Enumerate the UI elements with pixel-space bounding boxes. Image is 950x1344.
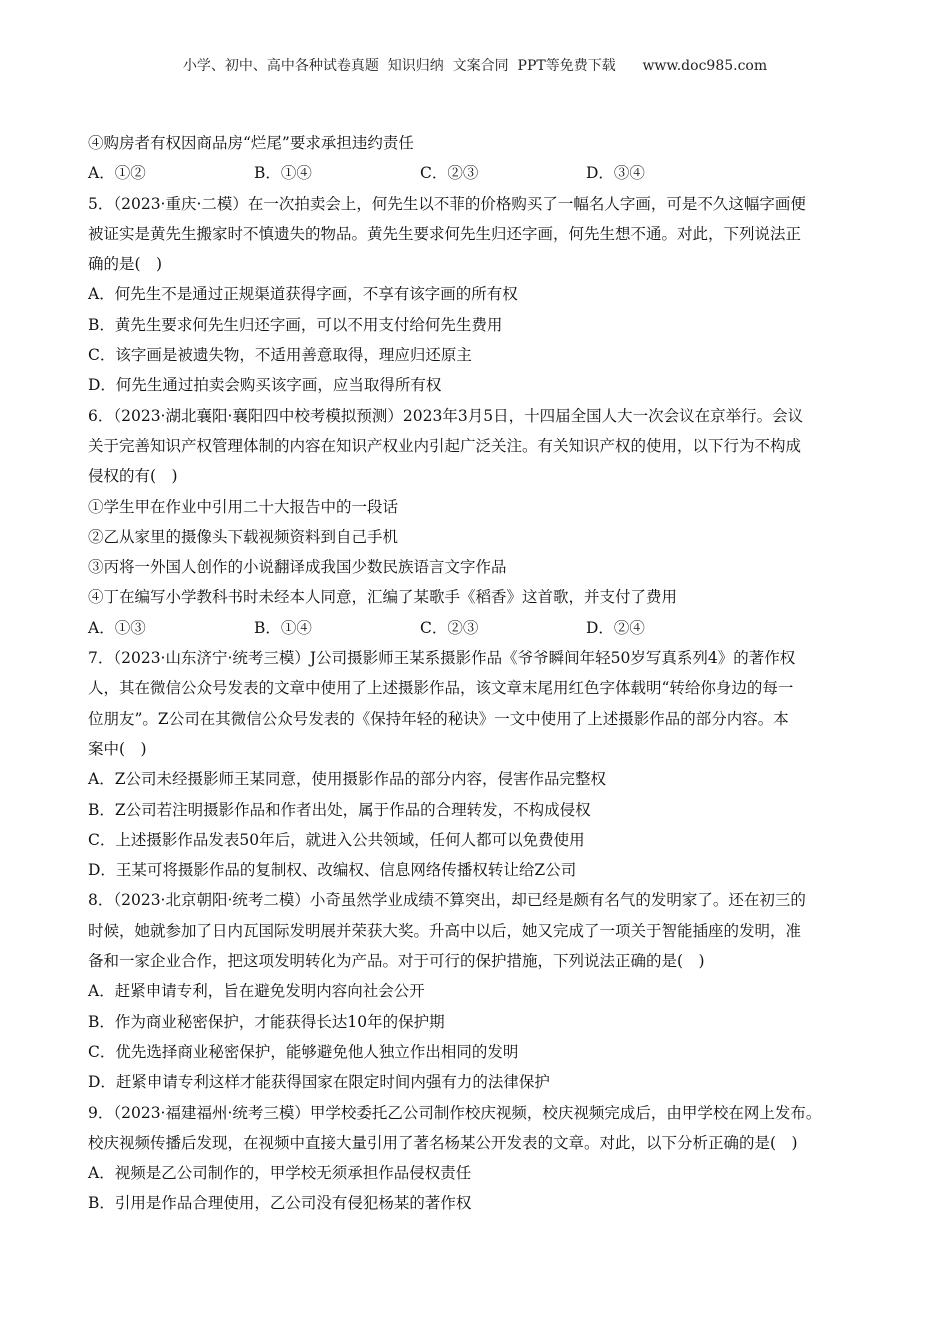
option-a: A．①③ xyxy=(88,618,146,637)
choice-d: D．王某可将摄影作品的复制权、改编权、信息网络传播权转让给Z公司 xyxy=(88,861,577,880)
option-row xyxy=(88,158,878,188)
question-stem-line: 关于完善知识产权管理体制的内容在知识产权业内引起广泛关注。有关知识产权的使用，以下行为不构成 xyxy=(88,436,802,455)
question-stem-line: 6．（2023·湖北襄阳·襄阳四中校考模拟预测）2023年3月5日，十四届全国人大一次会议在京举行。会议 xyxy=(88,406,804,425)
option-c: C．②③ xyxy=(420,164,479,183)
statement-item: ④丁在编写小学教科书时未经本人同意，汇编了某歌手《稻香》这首歌，并支付了费用 xyxy=(88,588,678,607)
question-6 xyxy=(88,401,878,643)
question-stem-line: 人，其在微信公众号发表的文章中使用了上述摄影作品，该文章末尾用红色字体载明“转给你身边的每一 xyxy=(88,679,794,698)
option-a: A．①② xyxy=(88,164,146,183)
choice-b: B．引用是作品合理使用，乙公司没有侵犯杨某的著作权 xyxy=(88,1194,472,1213)
question-stem-line: 案中( ) xyxy=(88,739,147,758)
option-d: D．②④ xyxy=(586,618,645,637)
statement-item: ②乙从家里的摄像头下载视频资料到自己手机 xyxy=(88,527,399,546)
question-stem-line: 7．（2023·山东济宁·统考三模）J公司摄影师王某系摄影作品《爷爷瞬间年轻50岁写真系列4》的著作权 xyxy=(88,649,796,668)
choice-a: A．赶紧申请专利，旨在避免发明内容向社会公开 xyxy=(88,982,425,1001)
option-row xyxy=(88,613,878,643)
option-b: B．①④ xyxy=(254,164,312,183)
choice-c: C．该字画是被遗失物，不适用善意取得，理应归还原主 xyxy=(88,346,472,365)
question-stem-line: 被证实是黄先生搬家时不慎遗失的物品。黄先生要求何先生归还字画，何先生想不通。对此，下列说法正 xyxy=(88,224,802,243)
choice-a: A．何先生不是通过正规渠道获得字画，不享有该字画的所有权 xyxy=(88,285,518,304)
question-stem-line: 9．（2023·福建福州·统考三模）甲学校委托乙公司制作校庆视频，校庆视频完成后，由甲学校在网上发布。 xyxy=(88,1103,822,1122)
question-stem-line: 备和一家企业合作，把这项发明转化为产品。对于可行的保护措施，下列说法正确的是( ) xyxy=(88,952,705,971)
choice-a: A．视频是乙公司制作的，甲学校无须承担作品侵权责任 xyxy=(88,1164,472,1183)
choice-d: D．赶紧申请专利这样才能获得国家在限定时间内强有力的法律保护 xyxy=(88,1073,550,1092)
page-header: 小学、初中、高中各种试卷真题 知识归纳 文案合同 PPT等免费下载 www.doc985.com xyxy=(182,58,768,74)
question-stem-line: 校庆视频传播后发现，在视频中直接大量引用了著名杨某公开发表的文章。对此，以下分析正确的是( ) xyxy=(88,1133,798,1152)
option-d: D．③④ xyxy=(586,164,645,183)
question-stem-line: 5．（2023·重庆·二模）在一次拍卖会上，何先生以不菲的价格购买了一幅名人字画，可是不久这幅字画便 xyxy=(88,194,806,213)
question-stem-line: 侵权的有( ) xyxy=(88,467,178,486)
option-c: C．②③ xyxy=(420,618,479,637)
choice-c: C．优先选择商业秘密保护，能够避免他人独立作出相同的发明 xyxy=(88,1042,519,1061)
question-stem-line: 确的是( ) xyxy=(88,255,163,274)
choice-d: D．何先生通过拍卖会购买该字画，应当取得所有权 xyxy=(88,376,442,395)
statement-item: ①学生甲在作业中引用二十大报告中的一段话 xyxy=(88,497,399,516)
question-8 xyxy=(88,885,878,1097)
choice-b: B．Z公司若注明摄影作品和作者出处，属于作品的合理转发，不构成侵权 xyxy=(88,800,591,819)
statement-item: ③丙将一外国人创作的小说翻译成我国少数民族语言文字作品 xyxy=(88,558,507,577)
choice-b: B．作为商业秘密保护，才能获得长达10年的保护期 xyxy=(88,1012,445,1031)
question-stem-line: 位朋友”。Z公司在其微信公众号发表的《保持年轻的秘诀》一文中使用了上述摄影作品的部分内容。本 xyxy=(88,709,789,728)
choice-c: C．上述摄影作品发表50年后，就进入公共领域，任何人都可以免费使用 xyxy=(88,830,585,849)
choice-b: B．黄先生要求何先生归还字画，可以不用支付给何先生费用 xyxy=(88,315,503,334)
document-body xyxy=(88,128,878,1219)
question-stem-line: 时候，她就参加了日内瓦国际发明展并荣获大奖。升高中以后，她又完成了一项关于智能插座的发明，准 xyxy=(88,921,802,940)
question-7 xyxy=(88,643,878,885)
choice-a: A．Z公司未经摄影师王某同意，使用摄影作品的部分内容，侵害作品完整权 xyxy=(88,770,606,789)
statement-item: ④购房者有权因商品房“烂尾”要求承担违约责任 xyxy=(88,134,414,152)
question-5 xyxy=(88,189,878,401)
question-4-continuation xyxy=(88,128,878,189)
question-9 xyxy=(88,1098,878,1219)
question-stem-line: 8．（2023·北京朝阳·统考二模）小奇虽然学业成绩不算突出，却已经是颇有名气的发明家了。还在初三的 xyxy=(88,891,806,910)
option-b: B．①④ xyxy=(254,618,312,637)
